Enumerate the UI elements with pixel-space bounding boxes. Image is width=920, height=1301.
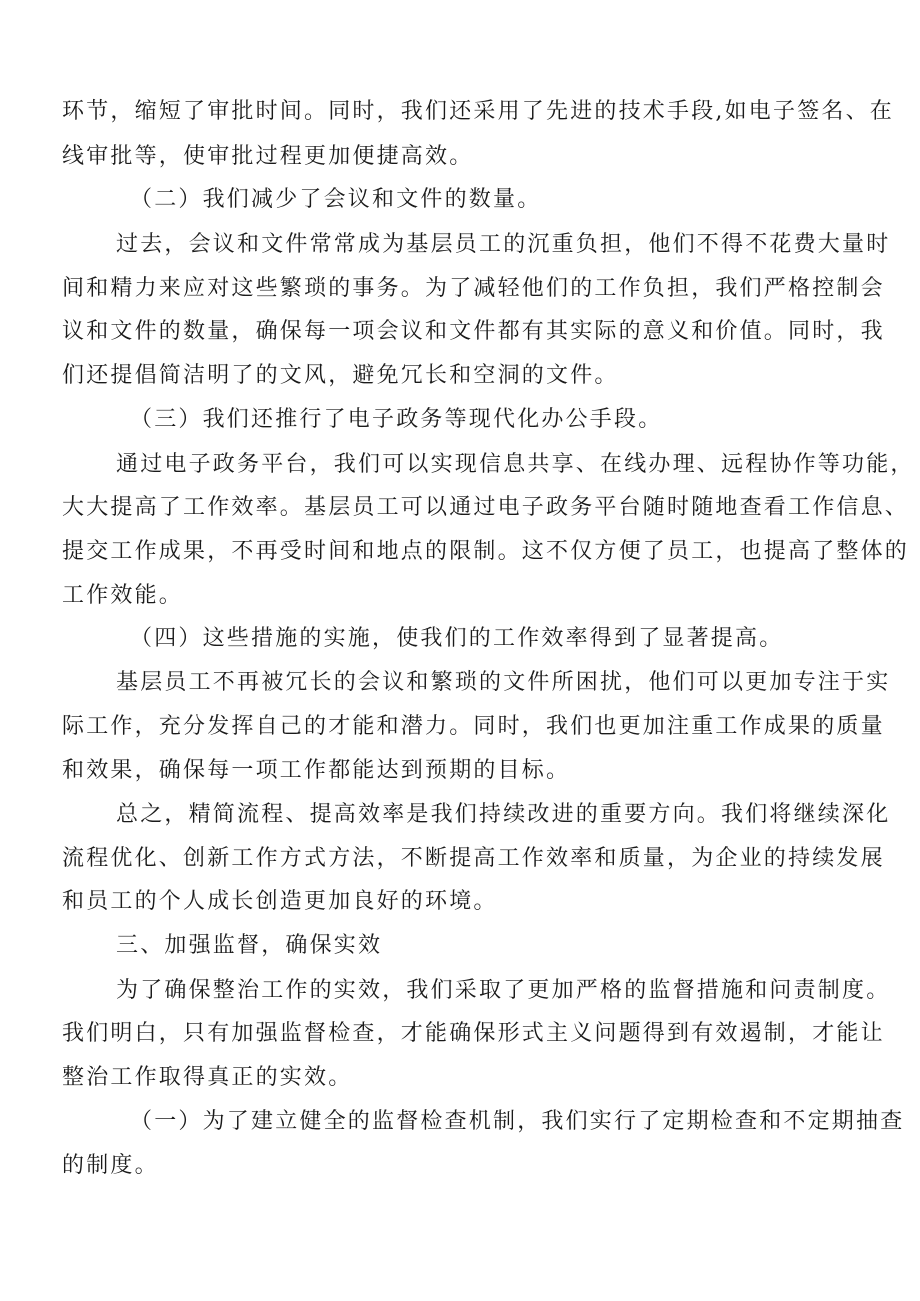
text-line: 大大提高了工作效率。基层员工可以通过电子政务平台随时随地查看工作信息、	[62, 495, 910, 520]
paragraph-start: 过去，会议和文件常常成为基层员工的沉重负担，他们不得不花费大量时	[116, 232, 891, 257]
text-line: 们还提倡简洁明了的文风，避免冗长和空洞的文件。	[62, 363, 619, 388]
text-line: 整治工作取得真正的实效。	[62, 1065, 353, 1090]
text-line: 和员工的个人成长创造更加良好的环境。	[62, 889, 498, 914]
text-line: 我们明白，只有加强监督检查，才能确保形式主义问题得到有效遏制，才能让	[62, 1021, 885, 1046]
section-heading: （四）这些措施的实施，使我们的工作效率得到了显著提高。	[130, 626, 784, 651]
text-line: 间和精力来应对这些繁琐的事务。为了减轻他们的工作负担，我们严格控制会	[62, 276, 885, 301]
paragraph-start: 总之，精简流程、提高效率是我们持续改进的重要方向。我们将继续深化	[116, 802, 891, 827]
chapter-heading: 三、加强监督，确保实效	[116, 933, 383, 958]
paragraph-start: 为了确保整治工作的实效，我们采取了更加严格的监督措施和问责制度。	[116, 978, 891, 1003]
section-heading: （一）为了建立健全的监督检查机制，我们实行了定期检查和不定期抽查	[130, 1109, 905, 1134]
text-line: 线审批等，使审批过程更加便捷高效。	[62, 144, 474, 169]
section-heading: （三）我们还推行了电子政务等现代化办公手段。	[130, 407, 663, 432]
paragraph-start: 基层员工不再被冗长的会议和繁琐的文件所困扰，他们可以更加专注于实	[116, 670, 891, 695]
text-line: 和效果，确保每一项工作都能达到预期的目标。	[62, 758, 571, 783]
text-line: 提交工作成果，不再受时间和地点的限制。这不仅方便了员工，也提高了整体的	[62, 539, 910, 564]
section-heading: （二）我们减少了会议和文件的数量。	[130, 187, 542, 212]
text-line: 的制度。	[62, 1153, 159, 1178]
text-line: 环节，缩短了审批时间。同时，我们还采用了先进的技术手段,如电子签名、在	[62, 99, 894, 124]
paragraph-start: 通过电子政务平台，我们可以实现信息共享、在线办理、远程协作等功能，	[116, 452, 915, 477]
text-line: 工作效能。	[62, 583, 184, 608]
text-line: 议和文件的数量，确保每一项会议和文件都有其实际的意义和价值。同时，我	[62, 319, 885, 344]
text-line: 流程优化、创新工作方式方法，不断提高工作效率和质量，为企业的持续发展	[62, 846, 885, 871]
text-line: 际工作，充分发挥自己的才能和潜力。同时，我们也更加注重工作成果的质量	[62, 714, 885, 739]
